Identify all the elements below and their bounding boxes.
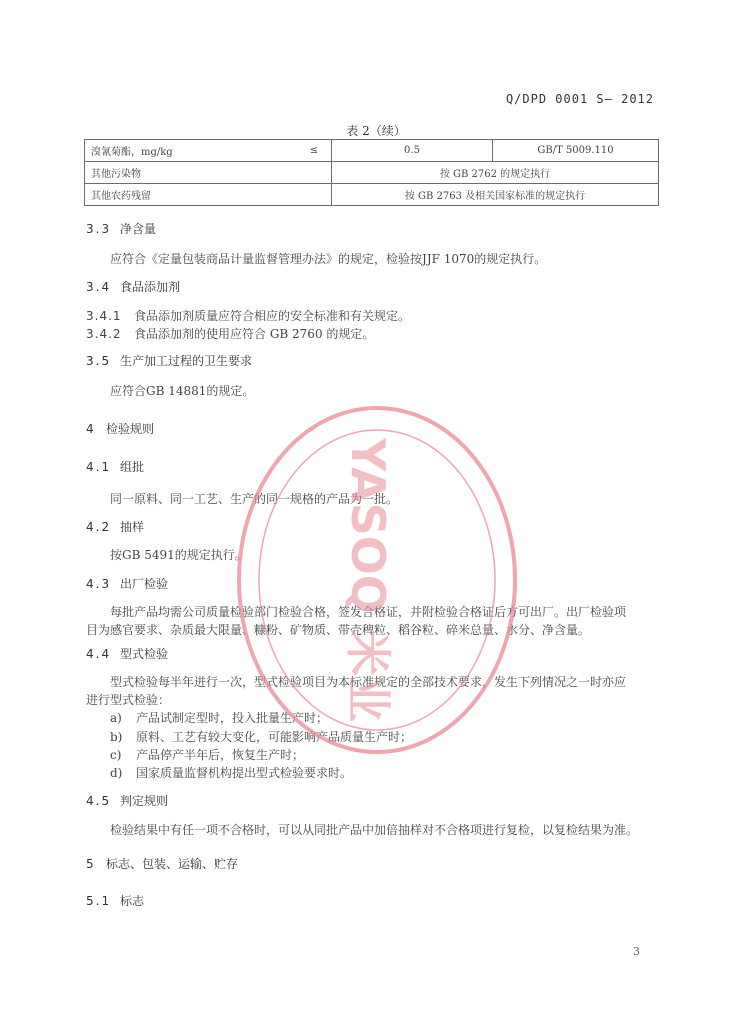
- section-title: 标志、包装、运输、贮存: [106, 857, 239, 871]
- clause-number: 3.4.2: [86, 327, 122, 341]
- list-text: 原料、工艺有较大变化，可能影响产品质量生产时；: [136, 730, 413, 744]
- section-title: 出厂检验: [120, 577, 169, 591]
- list-marker: b): [110, 730, 123, 744]
- table-cell-item: 其他污染物: [85, 162, 332, 184]
- section-number: 4: [86, 422, 96, 436]
- paragraph: 检验结果中有任一项不合格时，可以从同批产品中加倍抽样对不合格项进行复检，以复检结果为准。: [110, 823, 639, 837]
- table-row: [85, 140, 659, 162]
- section-number: 5: [86, 857, 96, 871]
- section-title: 型式检验: [120, 647, 169, 661]
- section-number: 4.5: [86, 794, 112, 808]
- section-heading-3-4: [86, 278, 180, 295]
- paragraph-line: 型式检验每半年进行一次，型式检验项目为本标准规定的全部技术要求，发生下列情况之一时亦应: [110, 675, 627, 689]
- clause-text: 食品添加剂质量应符合相应的安全标准和有关规定。: [134, 309, 411, 323]
- page-number: 3: [633, 945, 640, 958]
- section-title: 标志: [120, 894, 145, 908]
- spec-table: [84, 139, 659, 206]
- table-cell-item: 其他农药残留: [85, 184, 332, 206]
- section-heading-4-4: [86, 645, 168, 662]
- company-seal: [232, 400, 522, 760]
- section-title: 抽样: [120, 520, 145, 534]
- clause-3-4-2: [86, 325, 374, 342]
- clause-number: 3.4.1: [86, 309, 122, 323]
- section-number: 4.1: [86, 460, 112, 474]
- section-heading-4-1: [86, 458, 144, 475]
- list-item: [110, 746, 304, 763]
- paragraph: 同一原料、同一工艺、生产的同一规格的产品为一批。: [110, 492, 399, 506]
- list-marker: d): [110, 766, 123, 780]
- section-number: 3.4: [86, 280, 112, 294]
- list-text: 产品停产半年后，恢复生产时；: [136, 748, 305, 762]
- section-heading-3-5: [86, 352, 252, 369]
- section-heading-4-2: [86, 518, 144, 535]
- section-number: 3.3: [86, 222, 112, 236]
- list-item: [110, 764, 352, 781]
- list-item: [110, 728, 412, 745]
- section-heading-3-3: [86, 220, 156, 237]
- section-heading-5: [86, 855, 238, 872]
- list-marker: a): [110, 711, 122, 725]
- section-number: 4.2: [86, 520, 112, 534]
- section-heading-4-3: [86, 575, 168, 592]
- paragraph: 应符合GB 14881的规定。: [110, 384, 255, 398]
- list-marker: c): [110, 748, 122, 762]
- clause-text: 食品添加剂的使用应符合 GB 2760 的规定。: [134, 327, 375, 341]
- section-title: 判定规则: [120, 794, 169, 808]
- section-heading-5-1: [86, 892, 144, 909]
- section-number: 3.5: [86, 354, 112, 368]
- list-item: [110, 709, 328, 726]
- section-number: 4.4: [86, 647, 112, 661]
- table-cell-merged: 按 GB 2762 的规定执行: [332, 162, 659, 184]
- section-title: 检验规则: [106, 422, 155, 436]
- table-cell-item: 溴氰菊酯，mg/kg: [85, 140, 298, 162]
- table-cell-value: 0.5: [332, 140, 493, 162]
- seal-inner-text: YASOQ 米业: [341, 438, 395, 722]
- table-row: [85, 184, 659, 206]
- section-heading-4-5: [86, 792, 168, 809]
- table-row: [85, 162, 659, 184]
- clause-3-4-1: [86, 307, 410, 324]
- section-title: 生产加工过程的卫生要求: [120, 354, 253, 368]
- table-caption: 表 2（续）: [346, 124, 406, 138]
- section-heading-4: [86, 420, 154, 437]
- section-number: 4.3: [86, 577, 112, 591]
- paragraph: 按GB 5491的规定执行。: [110, 548, 247, 562]
- paragraph-line: 每批产品均需公司质量检验部门检验合格，签发合格证，并附检验合格证后方可出厂。出厂检验项: [110, 605, 627, 619]
- paragraph-line: 进行型式检验：: [86, 693, 171, 707]
- list-text: 产品试制定型时，投入批量生产时；: [136, 711, 329, 725]
- paragraph-line: 目为感官要求、杂质最大限量、糠粉、矿物质、带壳稗粒、稻谷粒、碎米总量、水分、净含量。: [86, 623, 591, 637]
- standard-code: Q/DPD 0001 S— 2012: [505, 92, 654, 106]
- section-number: 5.1: [86, 894, 112, 908]
- section-title: 食品添加剂: [120, 280, 181, 294]
- table-cell-merged: 按 GB 2763 及相关国家标准的规定执行: [332, 184, 659, 206]
- section-title: 组批: [120, 460, 145, 474]
- section-title: 净含量: [120, 222, 157, 236]
- table-cell-operator: ≤: [297, 140, 332, 162]
- paragraph: 应符合《定量包装商品计量监督管理办法》的规定，检验按JJF 1070的规定执行。: [110, 252, 547, 266]
- list-text: 国家质量监督机构提出型式检验要求时。: [136, 766, 353, 780]
- table-cell-method: GB/T 5009.110: [493, 140, 659, 162]
